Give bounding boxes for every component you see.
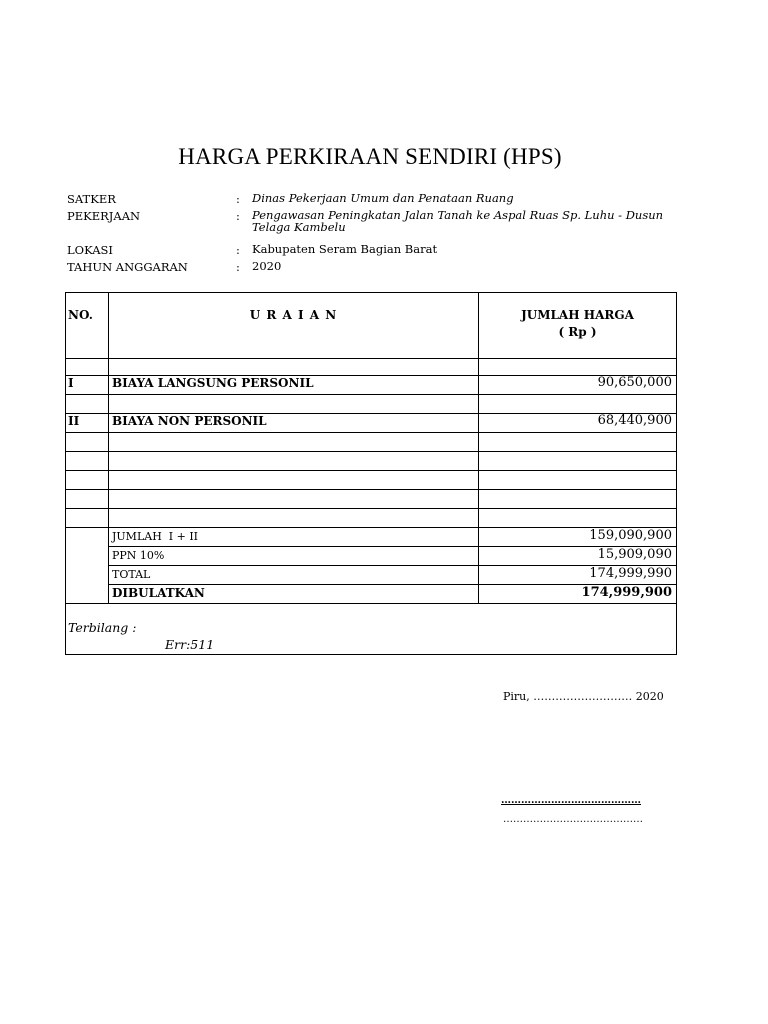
- total-amount-jumlah: 159,090,900: [589, 528, 672, 543]
- row-description: BIAYA NON PERSONIL: [112, 414, 267, 428]
- cost-table: [65, 292, 677, 655]
- header-no: NO.: [68, 308, 93, 322]
- total-label-total: TOTAL: [112, 568, 151, 581]
- total-label-jumlah: JUMLAH I + II: [112, 530, 199, 543]
- row-no: II: [68, 414, 80, 428]
- signature-id: ……………………………………: [503, 814, 643, 825]
- meta-label: LOKASI: [67, 243, 113, 257]
- table-divider: [66, 603, 676, 604]
- terbilang-value: Err:511: [165, 637, 215, 652]
- meta-value: Kabupaten Seram Bagian Barat: [252, 242, 438, 256]
- meta-colon: :: [236, 209, 240, 223]
- meta-label: TAHUN ANGGARAN: [67, 260, 188, 274]
- meta-value: Pengawasan Peningkatan Jalan Tanah ke Aspal Ruas Sp. Luhu - Dusun Telaga Kambelu: [252, 208, 664, 234]
- total-label-ppn: PPN 10%: [112, 549, 165, 562]
- document-title: HARGA PERKIRAAN SENDIRI (HPS): [178, 144, 562, 169]
- table-divider: [66, 508, 676, 509]
- table-divider: [66, 432, 676, 433]
- meta-value: Dinas Pekerjaan Umum dan Penataan Ruang: [252, 191, 514, 205]
- table-divider: [66, 489, 676, 490]
- header-uraian: U R A I A N: [249, 308, 338, 322]
- row-no: I: [68, 376, 74, 390]
- meta-label: PEKERJAAN: [67, 209, 141, 223]
- header-rp: ( Rp ): [558, 325, 597, 339]
- table-divider: [66, 358, 676, 359]
- meta-colon: :: [236, 243, 240, 257]
- table-divider: [66, 470, 676, 471]
- meta-value: 2020: [252, 259, 282, 273]
- total-amount-dibulatkan: 174,999,900: [581, 585, 672, 600]
- signature-name: ……………………………………: [501, 795, 641, 806]
- header-jumlah-harga: JUMLAH HARGA: [521, 308, 634, 322]
- total-amount-total: 174,999,990: [589, 566, 672, 581]
- row-amount: 90,650,000: [597, 375, 672, 390]
- meta-colon: :: [236, 192, 240, 206]
- total-amount-ppn: 15,909,090: [597, 547, 672, 562]
- table-divider: [66, 451, 676, 452]
- table-divider: [66, 394, 676, 395]
- meta-label: SATKER: [67, 192, 116, 206]
- place-date: Piru, ……………………… 2020: [503, 690, 664, 703]
- total-label-dibulatkan: DIBULATKAN: [112, 586, 205, 600]
- row-description: BIAYA LANGSUNG PERSONIL: [112, 376, 314, 390]
- terbilang-label: Terbilang :: [68, 620, 137, 635]
- row-amount: 68,440,900: [597, 413, 672, 428]
- table-divider: [108, 293, 109, 603]
- meta-colon: :: [236, 260, 240, 274]
